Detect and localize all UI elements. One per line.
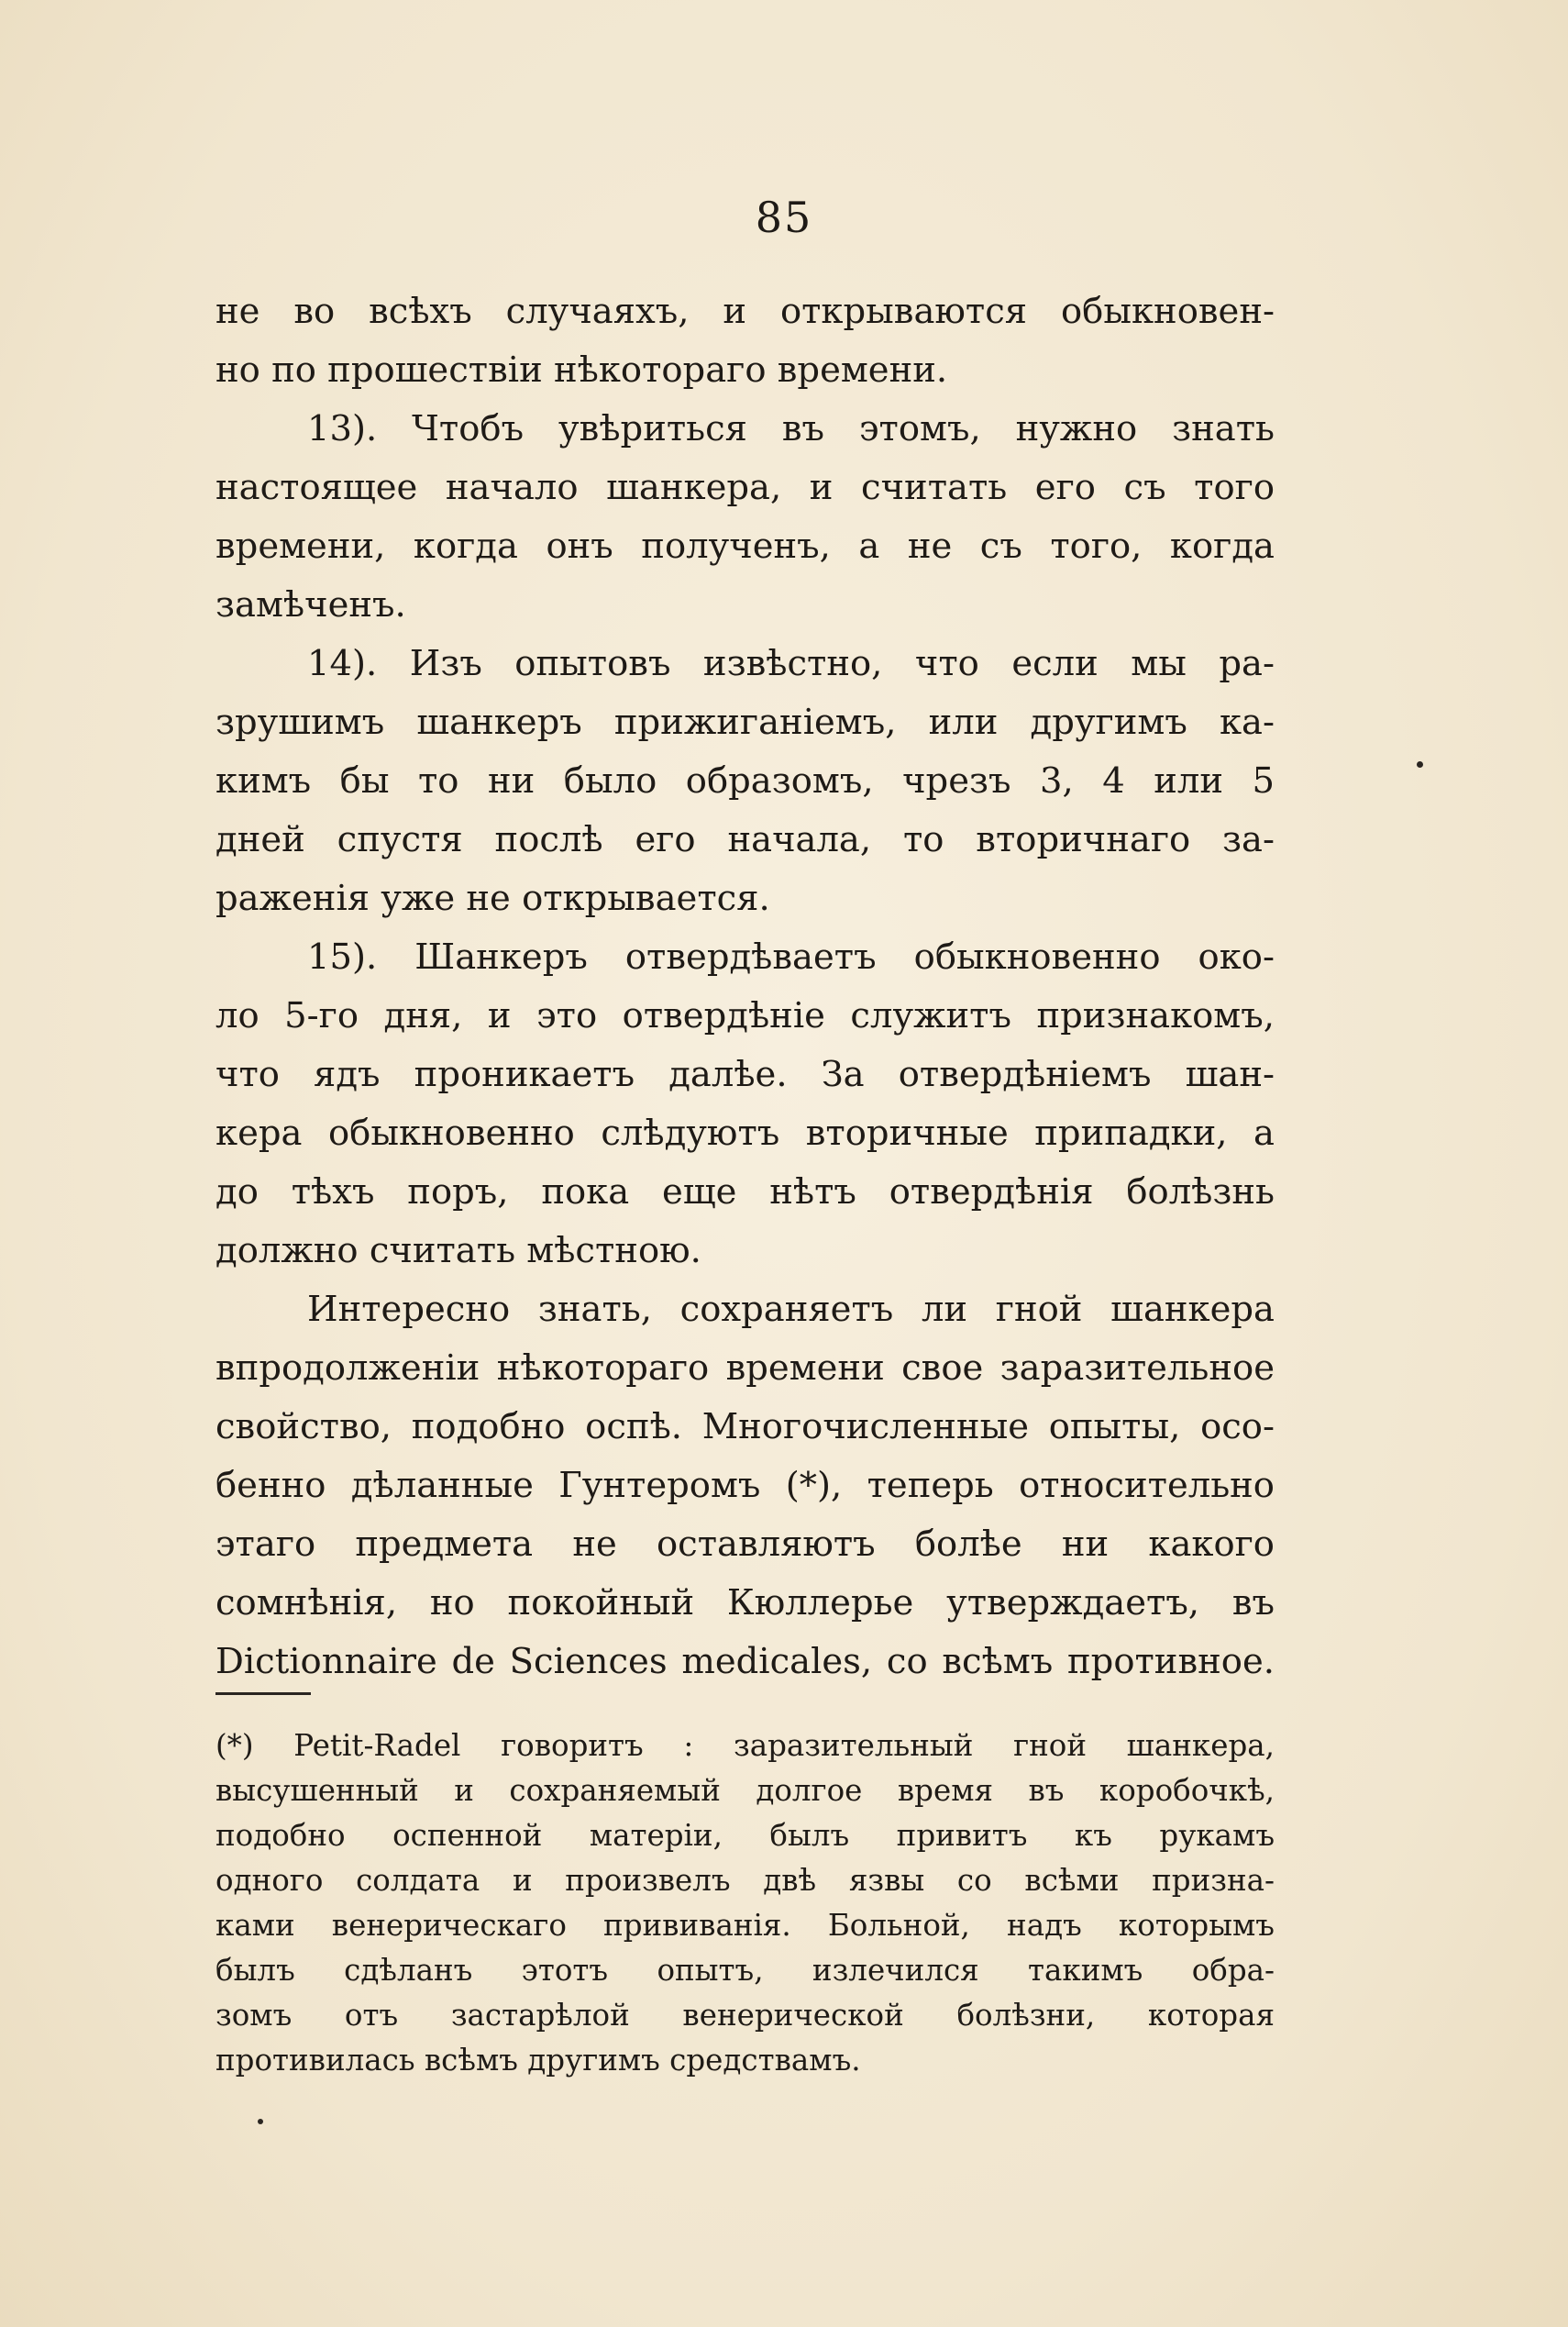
text-line: кимъ бы то ни было образомъ, чрезъ 3, 4 или 5 — [215, 760, 1275, 802]
text-line: но по прошествіи нѣкотораго времени. — [215, 349, 948, 391]
text-line: настоящее начало шанкера, и считать его съ того — [215, 467, 1275, 508]
paragraph-14-start: 14). Изъ опытовъ извѣстно, что если мы ра- — [307, 643, 1275, 684]
text-line: свойство, подобно оспѣ. Многочисленные опыты, осо- — [215, 1406, 1275, 1447]
text-line: что ядъ проникаетъ далѣе. За отвердѣніемъ шан- — [215, 1054, 1275, 1095]
main-text — [215, 283, 1275, 1691]
footnote-line: подобно оспенной матеріи, былъ привитъ къ рукамъ — [215, 1818, 1275, 1853]
page-number: 85 — [755, 193, 813, 242]
ink-speck — [1417, 761, 1423, 768]
text-line: сомнѣнія, но покойный Кюллерье утверждаетъ, въ — [215, 1582, 1275, 1623]
text-line: ло 5-го дня, и это отвердѣніе служитъ признакомъ, — [215, 995, 1275, 1036]
text-line: этаго предмета не оставляютъ болѣе ни какого — [215, 1524, 1275, 1565]
footnote-line: ками венерическаго прививанія. Больной, надъ которымъ — [215, 1908, 1275, 1943]
footnote-line: одного солдата и произвелъ двѣ язвы со всѣми призна- — [215, 1863, 1275, 1898]
text-line: зрушимъ шанкеръ прижиганіемъ, или другимъ ка- — [215, 702, 1275, 743]
footnote-divider — [215, 1692, 311, 1695]
text-line: должно считать мѣстною. — [215, 1230, 701, 1271]
paragraph-13-start: 13). Чтобъ увѣриться въ этомъ, нужно знать — [307, 408, 1275, 449]
text-line: Dictionnaire de Sciences medicales, со всѣмъ противное. — [215, 1641, 1275, 1682]
text-line: впродолженіи нѣкотораго времени свое заразительное — [215, 1347, 1275, 1389]
text-line: кера обыкновенно слѣдуютъ вторичные припадки, а — [215, 1113, 1275, 1154]
footnote-line: зомъ отъ застарѣлой венерической болѣзни, которая — [215, 1998, 1275, 2033]
text-line: времени, когда онъ полученъ, а не съ того, когда — [215, 526, 1275, 567]
text-line: дней спустя послѣ его начала, то вторичнаго за- — [215, 819, 1275, 860]
footnote — [215, 1723, 1275, 2083]
footnote-line: былъ сдѣланъ этотъ опытъ, излечился такимъ обра- — [215, 1953, 1275, 1988]
text-line: замѣченъ. — [215, 584, 406, 626]
text-line: бенно дѣланные Гунтеромъ (*), теперь относительно — [215, 1465, 1275, 1506]
ink-speck — [258, 2119, 263, 2124]
footnote-line: противилась всѣмъ другимъ средствамъ. — [215, 2043, 861, 2078]
footnote-line: высушенный и сохраняемый долгое время въ коробочкѣ, — [215, 1773, 1275, 1808]
text-line: раженія уже не открывается. — [215, 878, 770, 919]
footnote-line: (*) Petit-Radel говоритъ : заразительный гной шанкера, — [215, 1728, 1275, 1763]
paragraph-15-start: 15). Шанкеръ отвердѣваетъ обыкновенно око- — [307, 936, 1275, 978]
text-line: до тѣхъ поръ, пока еще нѣтъ отвердѣнія болѣзнь — [215, 1171, 1275, 1213]
paragraph-interesting-start: Интересно знать, сохраняетъ ли гной шанкера — [307, 1289, 1275, 1330]
text-line: не во всѣхъ случаяхъ, и открываются обыкновен- — [215, 291, 1275, 332]
